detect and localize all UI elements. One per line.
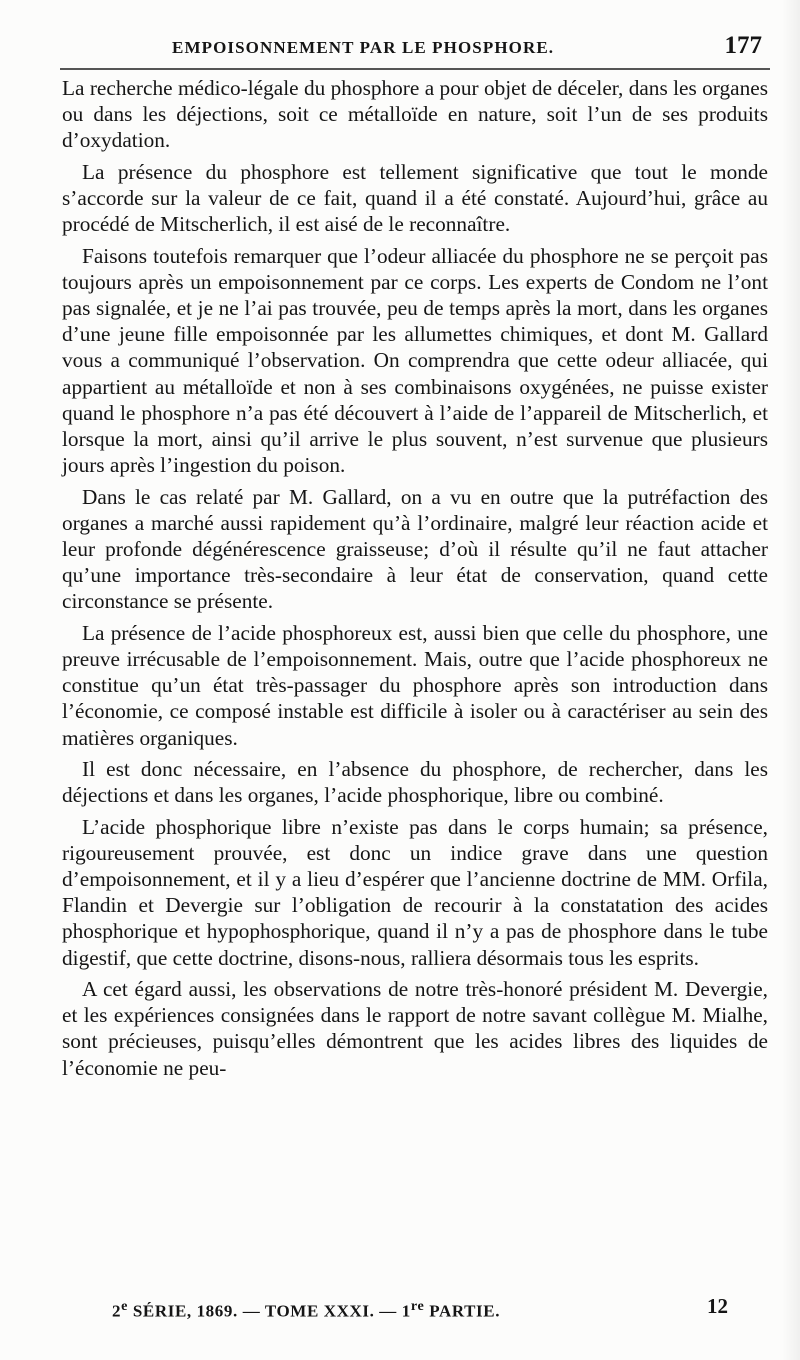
page-number: 177 [724,32,762,59]
paragraph-8: A cet égard aussi, les observations de notre très-honoré président M. Devergie, et les expériences consignées dans le rapport de notre savant collègue M. Mialhe, sont précieuses, puisqu’elles démontrent que les acides libres des liquides de l’économie ne peu- [62,977,768,1080]
page-footer [112,1294,760,1324]
part-label: PARTIE. [429,1301,501,1321]
series-number: 2 [112,1301,122,1321]
body-text [62,75,768,1081]
paragraph-5: La présence de l’acide phosphoreux est, aussi bien que celle du phosphore, une preuve irrécusable de l’empoisonnement. Mais, outre que l’acide phosphoreux ne constitue qu’un état très-passager du phosphore après son introduction dans l’économie, ce composé instable est difficile à isoler ou à caractériser au sein des matières organiques. [62,620,768,750]
paragraph-6: Il est donc nécessaire, en l’absence du phosphore, de rechercher, dans les déjections et dans les organes, l’acide phosphorique, libre ou combiné. [62,757,768,808]
page-header [60,30,770,66]
series-label: SÉRIE, 1869. [132,1301,238,1321]
running-head: EMPOISONNEMENT PAR LE PHOSPHORE. [172,38,555,57]
paragraph-2: La présence du phosphore est tellement significative que tout le monde s’accorde sur la valeur de ce fait, quand il a été constaté. Aujourd’hui, grâce au procédé de Mitscherlich, il est aisé de le reconnaître. [62,159,768,237]
paragraph-7: L’acide phosphorique libre n’existe pas dans le corps humain; sa présence, rigoureusement prouvée, est donc un indice grave dans une question d’empoisonnement, et il y a lieu d’espérer que l’ancienne doctrine de MM. Orfila, Flandin et Devergie sur l’obligation de recourir à la constatation des acides phosphorique et hypophosphorique, quand il n’y a pas de phosphore dans le tube digestif, que cette doctrine, disons-nous, ralliera désormais tous les esprits. [62,814,768,970]
part-suffix: re [410,1298,425,1314]
header-rule [60,68,770,70]
volume-label: — TOME XXXI. — [242,1301,397,1321]
signature-mark: 12 [707,1294,728,1318]
page-edge-shadow [782,0,800,1360]
paragraph-3: Faisons toutefois remarquer que l’odeur alliacée du phosphore ne se perçoit pas toujours après un empoisonnement par ce corps. Les experts de Condom ne l’ont pas signalée, et je ne l’ai pas trouvée, peu de temps après la mort, dans les organes d’une jeune fille empoisonnée par les allumettes chimiques, et dont M. Gallard vous a communiqué l’observation. On comprendra que cette odeur alliacée, qui appartient au métalloïde et non à ses combinaisons oxygénées, ne puisse exister quand le phosphore n’a pas été découvert à l’aide de l’appareil de Mitscherlich, et lorsque la mort, ainsi qu’il arrive le plus souvent, n’est survenue que plusieurs jours après l’ingestion du poison. [62,243,768,478]
paragraph-1: La recherche médico-légale du phosphore a pour objet de déceler, dans les organes ou dans les déjections, soit ce métalloïde en nature, soit l’un de ses produits d’oxydation. [62,76,768,153]
series-suffix: e [121,1298,128,1314]
footer-imprint [112,1298,500,1322]
paragraph-4: Dans le cas relaté par M. Gallard, on a vu en outre que la putréfaction des organes a marché aussi rapidement qu’à l’ordinaire, malgré leur réaction acide et leur profonde dégénérescence graisseuse; d’où il résulte qu’il ne faut attacher qu’une importance très-secondaire à leur état de conservation, quand cette circonstance se présente. [62,484,768,614]
part-number: 1 [401,1301,411,1321]
